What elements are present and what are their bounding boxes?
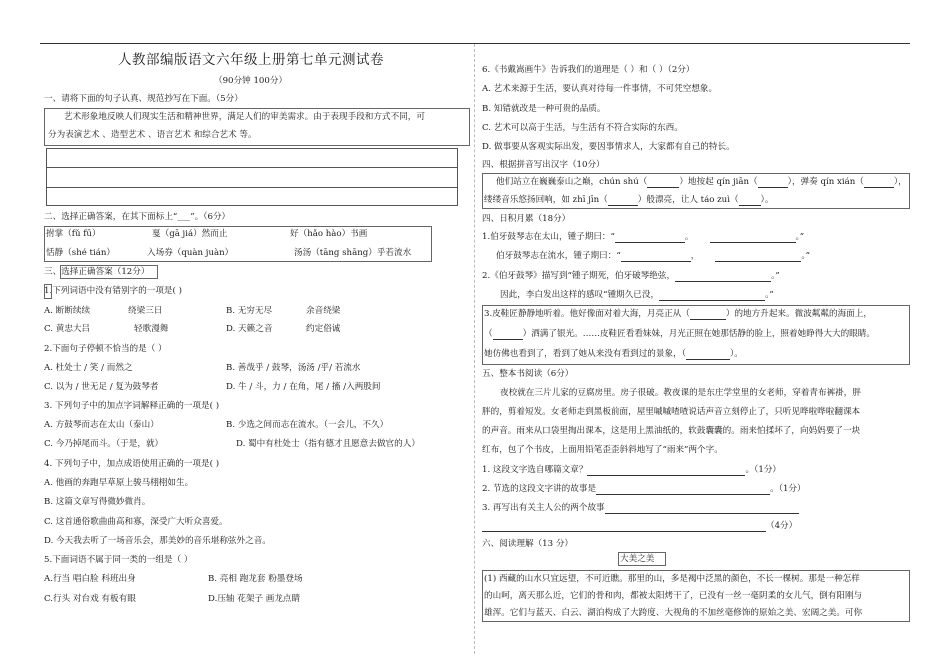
section5-q2-end: 。（1分）	[770, 484, 806, 495]
q3-option-d[interactable]: D. 蜀中有杜处士（指有德才且愿意去做官的人）	[236, 439, 420, 449]
q1-option-d-word: 约定俗诚	[306, 324, 341, 334]
recite-q3-blank2[interactable]	[493, 330, 523, 340]
page-title: 人教部编版语文六年级上册第七单元测试卷	[118, 52, 384, 68]
recite-q2b-prompt: 因此，李白发出这样的感叹“锺期久已没，	[500, 290, 660, 301]
pinyin-choice-2[interactable]: 戛（gā jiá）然而止	[152, 229, 228, 239]
section5-para-line1: 夜校就在三片儿家的豆腐房里。房子很破。教夜课的是东庄学堂里的女老师，穿着青布裤褂，胖	[500, 388, 861, 398]
section5-q1-end: 。（1分）	[745, 465, 782, 476]
column-divider	[474, 44, 475, 654]
section5-q3-end: （4分）	[766, 521, 798, 532]
recite-q3-part4: ）洒满了银光。……皮鞋匠看看妹妹，月光正照在她那恬静的脸上，照着她睁得大大的眼睛。	[522, 329, 875, 340]
q2-option-a[interactable]: A. 杜处士 / 笑 / 而然之	[44, 363, 133, 373]
blank-qinxian[interactable]	[864, 178, 894, 188]
recite-q1-line2	[496, 252, 810, 262]
recite-q1b-prompt: 伯牙鼓琴志在流水，锺子期曰：“	[496, 251, 621, 262]
q6-stem: 6.《书戴嵩画牛》告诉我们的道理是（ ）和（ ）（2分）	[482, 65, 695, 75]
q3-option-c[interactable]: C. 今乃掉尾而斗。（于是，就）	[44, 439, 164, 449]
section5-q3-blank[interactable]	[605, 504, 799, 514]
recite-q3-blank1[interactable]	[690, 310, 726, 320]
recite-q3-part1: 3.皮鞋匠静静地听着。他好像面对着大海，月亮正从（	[484, 309, 690, 320]
blank-chunshu[interactable]	[647, 178, 679, 188]
q1-option-b[interactable]: B. 无穷无尽	[226, 306, 273, 316]
copy-line-1	[47, 167, 457, 168]
passage-line2: 的山呵，离天那么近，它们的骨和肉，都被太阳烤干了，已没有一丝一毫阴柔的女儿气，倒有阳刚与	[484, 591, 863, 601]
pinyin-part2: ）地按起 qín jiān（	[679, 177, 758, 188]
pinyin-part1: 他们站立在巍巍泰山之巅，chún shú（	[496, 177, 648, 188]
q5-option-d[interactable]: D.压轴 花架子 画龙点睛	[208, 594, 301, 604]
blank-taozui[interactable]	[739, 196, 761, 206]
q1-number-frame	[44, 284, 52, 299]
q1-option-a[interactable]: A. 断断续续	[44, 306, 91, 316]
recite-q2-line1	[482, 272, 780, 282]
section5-para-line4: 红布，包了个书皮，上面用铅笔歪歪斜斜地写了“雨来”两个字。	[482, 445, 723, 455]
section1-heading: 一、请将下面的句子认真、规范抄写在下面。（5分）	[44, 94, 243, 104]
recite-q1-blank1[interactable]	[615, 233, 685, 243]
q2-stem: 2.下面句子停顿不恰当的是（ ）	[44, 344, 167, 354]
section5-q2-blank[interactable]	[596, 485, 770, 495]
recite-q1b-blank2[interactable]	[715, 252, 801, 262]
pinyin-choice-4[interactable]: 恬静（shé tián）	[46, 248, 115, 258]
section5-para-line2: 胖的，剪着短发。女老师走到黑板前面，屋里嘁嘁喳喳说话声音立刻停止了，只听见哗啦哗啦翻课本	[482, 407, 861, 417]
recite-q2-end: 。”	[771, 271, 780, 282]
q3-stem: 3. 下列句子中的加点字词解释正确的一项是( )	[44, 401, 220, 411]
section2-heading: 二、选择正确答案，在其下面标上“___”。（6分）	[44, 212, 231, 222]
section1-passage-line1: 艺术形象地反映人们现实生活和精神世界，满足人们的审美需求。由于表现手段和方式不同，可	[64, 112, 425, 122]
q6-option-b[interactable]: B. 知错就改是一种可贵的品质。	[482, 104, 606, 114]
recite-q3-blank3[interactable]	[686, 350, 730, 360]
recite-q3-part6: ）。	[729, 349, 743, 360]
recite-q3-line2	[484, 330, 875, 340]
recite-q1b-blank1[interactable]	[621, 252, 691, 262]
recite-q2-line2	[500, 291, 774, 301]
recite-q3-line3	[484, 350, 743, 360]
section5-q1-prompt: 1. 这段文字选自哪篇文章？	[482, 465, 588, 476]
q5-option-b[interactable]: B. 亮相 跑龙套 粉墨登场	[208, 574, 303, 584]
section3-heading: 三、选择正确答案（12分）	[44, 267, 150, 277]
recite-q2-blank[interactable]	[675, 272, 771, 282]
passage-title-frame	[618, 552, 666, 566]
section4a-heading: 四、根据拼音写出汉字（10分）	[482, 160, 605, 170]
recite-q2b-end: 。”	[765, 290, 774, 301]
q6-option-a[interactable]: A. 艺术来源于生活，要认真对待每一件事情，不可凭空想象。	[482, 84, 718, 94]
section5-q3-line2	[482, 522, 797, 532]
q4-option-c[interactable]: C. 这首通俗歌曲曲高和寡，深受广大听众喜爱。	[44, 517, 228, 527]
recite-q2b-blank[interactable]	[659, 291, 765, 301]
section5-q3-blank2[interactable]	[482, 522, 766, 532]
pinyin-line1	[496, 178, 907, 188]
q5-option-a[interactable]: A.行当 唱白脸 科班出身	[44, 574, 136, 584]
q6-option-d[interactable]: D. 做事要从客观实际出发，要因事情求人，大家都有自己的特长。	[482, 142, 735, 152]
q3-option-b[interactable]: B. 少选之间而志在流水。（一会儿，不久）	[226, 420, 389, 430]
section5-heading: 五、整本书阅读（6分）	[482, 369, 574, 379]
passage-title: 大美之美	[620, 554, 655, 564]
section5-q1	[482, 466, 781, 476]
recite-q1-mid: 。	[684, 232, 694, 243]
q2-option-c[interactable]: C. 以为 / 世无足 / 复为鼓琴者	[44, 382, 159, 392]
recite-q1-blank2[interactable]	[710, 233, 796, 243]
section5-q1-blank[interactable]	[587, 466, 745, 476]
pinyin-line2	[484, 196, 773, 206]
recite-q1-end: 。”	[795, 232, 805, 243]
recite-q1b-mid: ，	[690, 251, 700, 262]
recite-q2-prompt: 2.《伯牙鼓琴》描写到“锺子期死，伯牙破琴绝弦，	[482, 271, 676, 282]
copy-writing-box[interactable]	[46, 148, 458, 206]
passage-line1: (1) 西藏的山水只宜远望，不可近瞧。那里的山，多是褐中泛黑的颜色，不长一棵树。那是一种怎样	[484, 574, 860, 584]
section1-passage-line2: 分为表演艺术 、造型艺术 、语言艺术 和综合艺术 等。	[48, 130, 257, 140]
pinyin-part3: ），弹奏 qín xián（	[787, 177, 864, 188]
section6-heading: 六、阅读理解（13 分）	[482, 539, 574, 549]
pinyin-part6: ）般漂亮，让人 táo zuì（	[637, 195, 739, 206]
q2-option-d[interactable]: D. 牛 / 斗，力 / 在角，尾 / 搐 /入两股间	[226, 382, 381, 392]
section4b-heading: 四、日积月累（18分）	[482, 214, 571, 224]
passage-line3: 雄浑。它们与蓝天、白云、湖泊构成了大跨度、大视角的不加丝毫修饰的原始之美、宏阔之美。可你	[484, 608, 863, 618]
q6-option-c[interactable]: C. 艺术可以高于生活，与生活有不符合实际的东西。	[482, 123, 683, 133]
blank-qinjian[interactable]	[758, 178, 788, 188]
section5-q3-prompt: 3. 再写出有关主人公的两个故事	[482, 503, 605, 514]
q5-option-c[interactable]: C.行头 对台戏 有板有眼	[44, 594, 136, 604]
pinyin-part5: 缕缕音乐悠扬回响，如 zhī jīn（	[484, 195, 608, 206]
pinyin-choice-1[interactable]: 拊掌（fǔ fū）	[46, 229, 101, 239]
q1-option-c[interactable]: C. 黄忠大吕	[44, 324, 91, 334]
q5-stem: 5.下面词语不属于同一类的一组是（ ）	[44, 555, 193, 565]
blank-zhijin[interactable]	[608, 196, 638, 206]
q3-option-a[interactable]: A. 方鼓琴而志在太山（泰山）	[44, 420, 159, 430]
q4-option-b[interactable]: B. 这篇文章写得微妙微肖。	[44, 497, 151, 507]
q4-option-d[interactable]: D. 今天我去听了一场音乐会，那美妙的音乐堪称弦外之音。	[44, 536, 271, 546]
copy-line-2	[47, 187, 457, 188]
top-rule	[40, 43, 910, 44]
q2-option-b[interactable]: B. 善哉乎 / 鼓琴，汤汤 /乎/ 若流水	[226, 363, 361, 373]
page-subtitle: （90分钟 100分）	[214, 76, 288, 86]
q4-stem: 4. 下列句子中，加点成语使用正确的一项是( )	[44, 459, 220, 469]
section5-q2	[482, 485, 806, 495]
recite-q3-part5: 她仿佛也看到了，看到了她从来没有看到过的景象，（	[484, 349, 686, 360]
pinyin-choice-6[interactable]: 汤汤（tāng shāng）乎若流水	[294, 248, 412, 258]
recite-q1-prompt: 1.伯牙鼓琴志在太山，锺子期曰：“	[482, 232, 615, 243]
q1-option-a-word: 绕梁三日	[128, 306, 163, 316]
q1-stem: 1.下列词语中没有错别字的一项是( )	[44, 286, 182, 296]
pinyin-choice-3[interactable]: 好（hǎo hào）书画	[290, 229, 368, 239]
pinyin-part4: ），	[893, 177, 907, 188]
q1-option-c-word: 轻歌漫舞	[134, 324, 169, 334]
section5-para-line3: 的声音。雨来从口袋里掏出课本，这是用上黑油纸的，软鼓囊囊的。雨来怕揉坏了，向妈妈要了一块	[482, 426, 861, 436]
pinyin-part7: ）。	[760, 195, 774, 206]
q1-option-b-word: 余音绕梁	[306, 306, 341, 316]
section5-q2-prompt: 2. 节选的这段文字讲的故事是	[482, 484, 597, 495]
recite-q3-line1	[484, 310, 872, 320]
recite-q3-part2: ）的地方升起来。微波粼粼的海面上，	[725, 309, 872, 320]
recite-q1b-end: 。”	[801, 251, 811, 262]
section3-heading-frame	[60, 265, 158, 279]
q1-option-d[interactable]: D. 天籁之音	[226, 324, 273, 334]
q4-option-a[interactable]: A. 他画的奔跑早草原上骏马栩栩如生。	[44, 478, 194, 488]
section5-q3	[482, 504, 799, 514]
recite-q3-part3: （	[484, 329, 493, 340]
pinyin-choice-5[interactable]: 入场券（quàn juàn）	[147, 248, 234, 258]
recite-q1-line1	[482, 233, 804, 243]
